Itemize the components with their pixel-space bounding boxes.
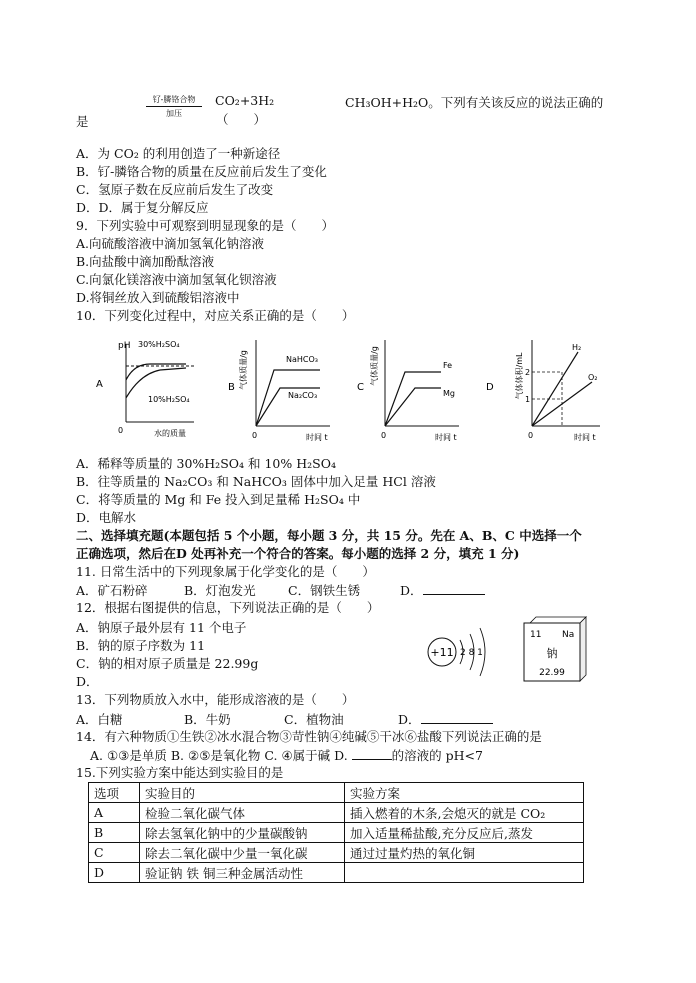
table-cell: 验证钠 铁 铜三种金属活动性 <box>140 863 345 883</box>
q9-option-a: A.向硫酸溶液中滴加氢氧化钠溶液 <box>76 236 265 251</box>
table-cell: C <box>89 843 140 863</box>
graph-d-tick2: 2 <box>525 368 531 377</box>
graph-b-xlabel: 时间 t <box>306 433 328 442</box>
q13-option-a: A．白糖 <box>76 712 123 727</box>
table-row <box>89 823 584 843</box>
q11-option-c: C．钢铁生锈 <box>288 583 361 598</box>
graph-c-curve-fe <box>385 372 441 426</box>
table-cell: A <box>89 803 140 823</box>
graph-c-letter: C <box>357 382 364 393</box>
products-prompt: CH₃OH+H₂O。下列有关该反应的说法正确的 <box>345 95 604 110</box>
catalyst-label <box>146 94 202 119</box>
graph-b-curve2-label: Na₂CO₃ <box>288 391 318 400</box>
table-cell: 插入燃着的木条,会熄灭的就是 CO₂ <box>345 803 584 823</box>
q14-options <box>90 746 483 764</box>
q11-answer-blank <box>423 583 485 595</box>
q11-stem: 11. 日常生活中的下列现象属于化学变化的是（ ） <box>76 564 375 579</box>
q14-stem: 14．有六种物质①生铁②冰水混合物③苛性钠④纯碱⑤干冰⑥盐酸下列说法正确的是 <box>76 729 542 744</box>
catalyst-bottom: 加压 <box>166 109 182 118</box>
table-cell: B <box>89 823 140 843</box>
graph-a-origin: 0 <box>118 426 124 435</box>
graph-b <box>222 330 337 445</box>
q9-option-d: D.将铜丝放入到硫酸铝溶液中 <box>76 290 240 305</box>
q10-option-c: C．将等质量的 Mg 和 Fe 投入到足量稀 H₂SO₄ 中 <box>76 492 361 507</box>
table-cell: 加入适量稀盐酸,充分反应后,蒸发 <box>345 823 584 843</box>
atom-nucleus: +11 <box>430 646 454 659</box>
catalyst-top: 钌-膦铬合物 <box>152 95 196 104</box>
graph-b-curve1-label: NaHCO₃ <box>286 355 318 364</box>
graph-c-curve1-label: Fe <box>443 361 453 370</box>
q8-option-b: B．钌-膦铬合物的质量在反应前后发生了变化 <box>76 164 327 179</box>
q10-stem: 10．下列变化过程中，对应关系正确的是（ ） <box>76 308 355 323</box>
graph-c-ylabel: 气体质量/g <box>370 346 379 386</box>
table-cell <box>345 863 584 883</box>
answer-bracket: （ ） <box>216 112 267 127</box>
table-cell: 检验二氧化碳气体 <box>140 803 345 823</box>
reactants: CO₂+3H₂ <box>215 93 275 108</box>
graph-a-curve-10 <box>126 368 186 398</box>
q12-stem: 12．根据右图提供的信息，下列说法正确的是（ ） <box>76 600 380 615</box>
graph-d-letter: D <box>486 382 494 393</box>
q14-options-text: A. ①③是单质 B. ②⑤是氧化物 C. ④属于碱 D. <box>90 748 348 763</box>
graph-c-xlabel: 时间 t <box>435 433 457 442</box>
q14-answer-blank <box>352 748 392 760</box>
graph-a-curve1-label: 30%H₂SO₄ <box>138 340 180 349</box>
q13-option-c: C．植物油 <box>284 712 344 727</box>
reaction-arrow <box>146 106 202 107</box>
graph-c-curve2-label: Mg <box>443 389 455 398</box>
q13-option-d <box>398 710 493 728</box>
graph-c <box>355 330 470 445</box>
q8-option-c: C．氢原子数在反应前后发生了改变 <box>76 182 274 197</box>
table-header-cell: 选项 <box>89 783 140 803</box>
q9-option-c: C.向氯化镁溶液中滴加氢氧化钡溶液 <box>76 272 277 287</box>
q9-stem: 9．下列实验中可观察到明显现象的是（ ） <box>76 218 334 233</box>
graph-d-xlabel: 时间 t <box>574 433 596 442</box>
graph-d-ylabel: 气体体积/mL <box>515 352 524 400</box>
graph-a-xlabel: 水的质量 <box>154 429 186 438</box>
q12-option-c: C．钠的相对原子质量是 22.99g <box>76 656 259 671</box>
table-cell: D <box>89 863 140 883</box>
graph-c-origin: 0 <box>381 431 387 440</box>
table-row <box>89 803 584 823</box>
section2-heading-line2: 正确选项，然后在D 处再补充一个符合的答案。每小题的选择 2 分，填充 1 分) <box>76 546 520 561</box>
q14-tail: 的溶液的 pH<7 <box>391 748 483 763</box>
element-number: 11 <box>530 630 542 640</box>
table-cell: 通过过量灼热的氧化铜 <box>345 843 584 863</box>
q15-stem: 15.下列实验方案中能达到实验目的是 <box>76 765 284 780</box>
q11-option-d-label: D． <box>400 583 423 598</box>
table-cell: 除去氢氧化钠中的少量碳酸钠 <box>140 823 345 843</box>
q10-option-a: A．稀释等质量的 30%H₂SO₄ 和 10% H₂SO₄ <box>76 456 336 471</box>
q10-option-b: B．往等质量的 Na₂CO₃ 和 NaHCO₃ 固体中加入足量 HCl 溶液 <box>76 474 436 489</box>
graph-a-curve2-label: 10%H₂SO₄ <box>148 395 190 404</box>
q12-option-b: B．钠的原子序数为 11 <box>76 638 206 653</box>
sodium-element-card <box>520 615 590 687</box>
table-cell: 除去二氧化碳中少量一氧化碳 <box>140 843 345 863</box>
q13-option-d-label: D． <box>398 712 421 727</box>
q15-table <box>88 782 584 883</box>
q13-stem: 13．下列物质放入水中，能形成溶液的是（ ） <box>76 692 355 707</box>
element-symbol: Na <box>562 630 575 640</box>
q13-option-b: B．牛奶 <box>184 712 231 727</box>
table-header-row <box>89 783 584 803</box>
q10-option-d: D．电解水 <box>76 510 137 525</box>
graph-d-line-h2 <box>532 352 578 426</box>
sodium-atom-diagram <box>424 622 504 682</box>
table-header-cell: 实验方案 <box>345 783 584 803</box>
graph-a-letter: A <box>96 379 103 390</box>
graph-c-curve-mg <box>385 388 441 426</box>
q9-option-b: B.向盐酸中滴加酚酞溶液 <box>76 254 215 269</box>
element-name: 钠 <box>546 647 558 660</box>
graph-a <box>90 330 200 440</box>
graph-d <box>482 330 607 445</box>
graph-d-origin: 0 <box>528 431 534 440</box>
section2-heading-line1: 二、选择填充题(本题包括 5 个小题，每小题 3 分，共 15 分。先在 A、B、C 中选择一个 <box>76 528 582 543</box>
graph-d-tick1: 1 <box>525 395 531 404</box>
table-header-cell: 实验目的 <box>140 783 345 803</box>
q11-option-d <box>400 581 485 599</box>
graph-b-origin: 0 <box>252 431 258 440</box>
q8-option-a: A．为 CO₂ 的利用创造了一种新途径 <box>76 146 281 161</box>
q13-answer-blank <box>421 712 493 724</box>
table-row <box>89 863 584 883</box>
element-mass: 22.99 <box>539 668 565 678</box>
graph-b-ylabel: 气体质量/g <box>239 350 248 390</box>
q11-option-b: B．灯泡发光 <box>184 583 256 598</box>
prompt-end: 是 <box>76 114 89 129</box>
table-row <box>89 843 584 863</box>
graph-a-ylabel: pH <box>118 341 131 351</box>
q12-option-d: D． <box>76 674 99 689</box>
q12-option-a: A．钠原子最外层有 11 个电子 <box>76 620 247 635</box>
graph-d-curve2-label: O₂ <box>588 373 598 382</box>
graph-d-curve1-label: H₂ <box>572 343 582 352</box>
q11-option-a: A．矿石粉碎 <box>76 583 148 598</box>
graph-b-letter: B <box>228 382 235 393</box>
atom-shells: 2 8 1 <box>460 648 483 658</box>
q8-option-d: D．D．属于复分解反应 <box>76 200 209 215</box>
